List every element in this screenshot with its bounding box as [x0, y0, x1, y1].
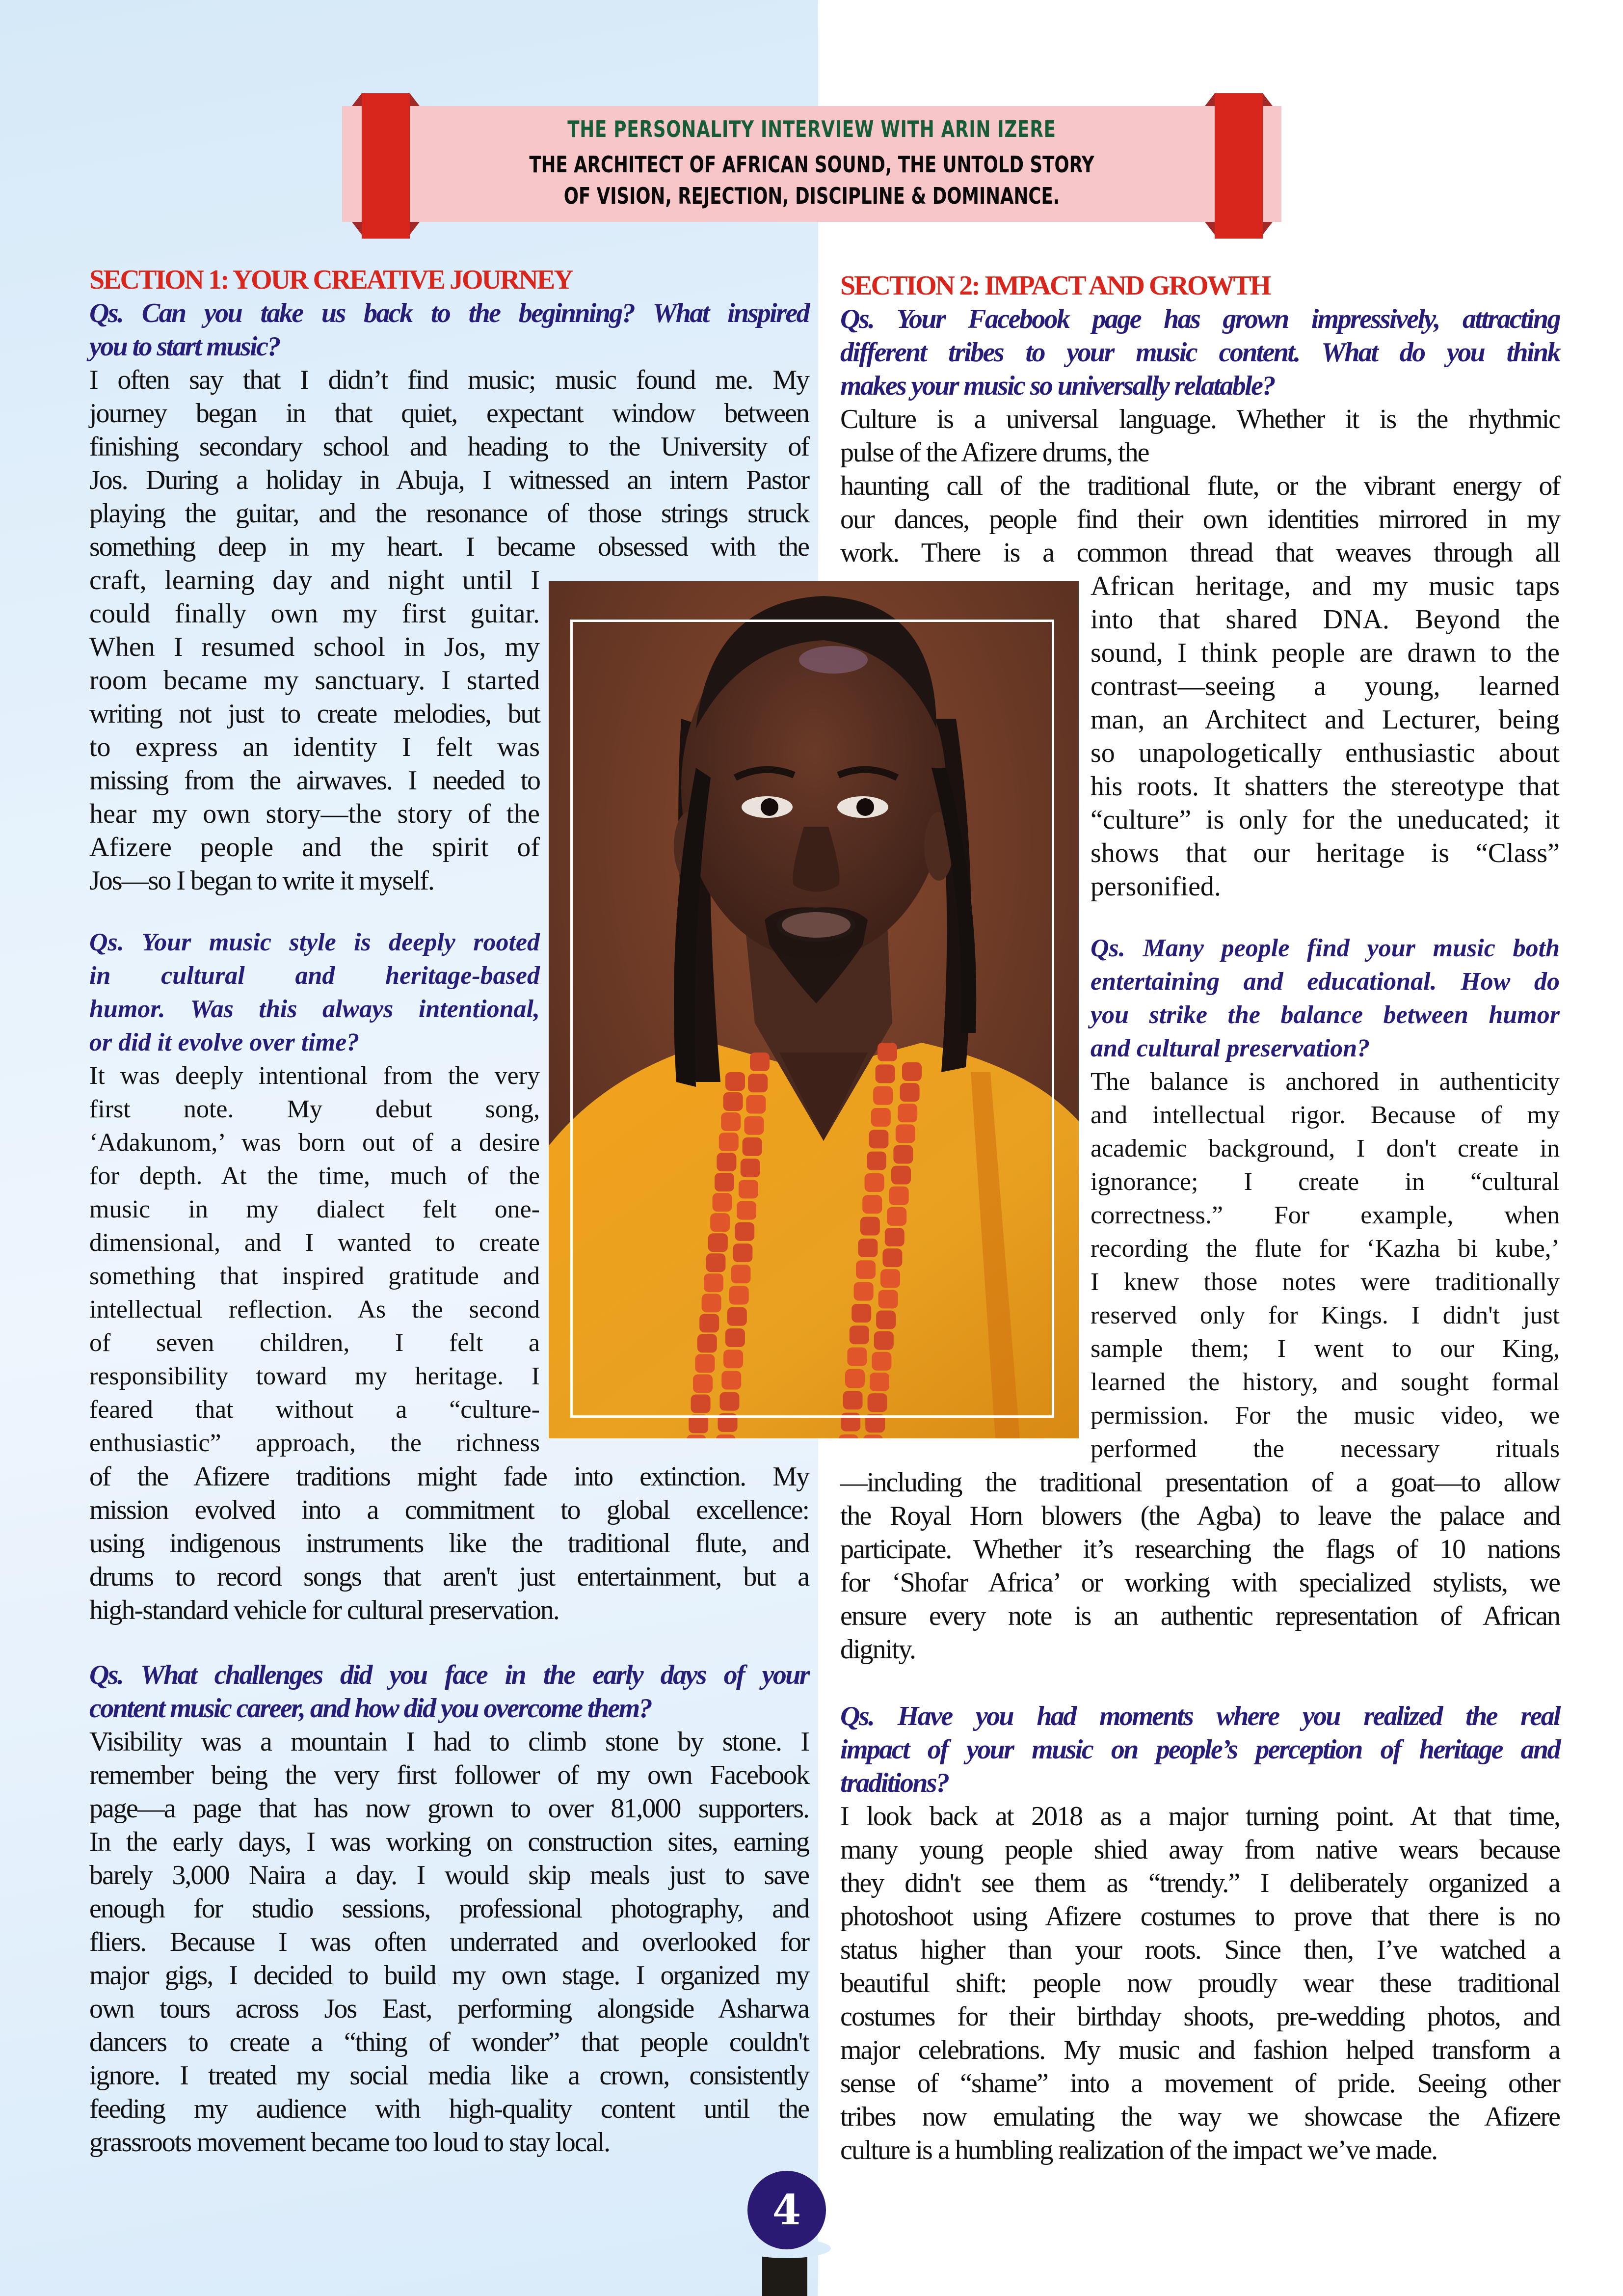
answer-line: man, an Architect and Lecturer, being	[1091, 704, 1560, 735]
answer-line: fliers. Because I was often underrated and overlooked for	[89, 1927, 809, 1957]
answer-line: photoshoot using Afizere costumes to prove that there is no	[840, 1901, 1560, 1932]
answer-line: work. There is a common thread that weaves through all	[840, 538, 1560, 568]
answer-line: the Royal Horn blowers (the Agba) to leave the palace and	[840, 1501, 1560, 1531]
answer-line: It was deeply intentional from the very	[89, 1062, 540, 1090]
section-title: SECTION 2: IMPACT AND GROWTH	[840, 270, 1270, 301]
answer-line: African heritage, and my music taps	[1091, 571, 1560, 601]
answer-line: something that inspired gratitude and	[89, 1262, 540, 1290]
answer-line: his roots. It shatters the stereotype that	[1091, 771, 1560, 802]
answer-line: finishing secondary school and heading to the University of	[89, 432, 809, 462]
answer-line: own tours across Jos East, performing alongside Asharwa	[89, 1994, 809, 2024]
answer-line: playing the guitar, and the resonance of those strings struck	[89, 498, 809, 529]
right-ribbon	[1215, 93, 1263, 239]
answer-line: writing not just to create melodies, but	[89, 699, 540, 729]
coral-bead	[863, 1434, 883, 1438]
answer-line: sense of “shame” into a movement of pride. Seeing other	[840, 2068, 1560, 2099]
question-line: Qs. Your Facebook page has grown impressively, attracting	[840, 304, 1560, 334]
question-line: different tribes to your music content. What do you think	[840, 337, 1560, 368]
answer-line: first note. My debut song,	[89, 1095, 540, 1123]
answer-line: for depth. At the time, much of the	[89, 1162, 540, 1190]
answer-line: shows that our heritage is “Class”	[1091, 838, 1560, 868]
question-line: you strike the balance between humor	[1091, 1001, 1560, 1029]
answer-line: missing from the airwaves. I needed to	[89, 765, 540, 796]
answer-line: could finally own my first guitar.	[89, 598, 540, 629]
answer-line: culture is a humbling realization of the impact we’ve made.	[840, 2135, 1437, 2165]
page-number: 4	[747, 2171, 826, 2249]
answer-line: In the early days, I was working on construction sites, earning	[89, 1827, 809, 1857]
answer-line: room became my sanctuary. I started	[89, 665, 540, 696]
answer-line: barely 3,000 Naira a day. I would skip meals just to save	[89, 1860, 809, 1891]
answer-line: drums to record songs that aren't just entertainment, but a	[89, 1562, 809, 1592]
answer-line: ignore. I treated my social media like a crown, consistently	[89, 2060, 809, 2091]
answer-line: contrast—seeing a young, learned	[1091, 671, 1560, 702]
left-ribbon	[362, 93, 410, 239]
coral-bead	[687, 1435, 706, 1438]
answer-line: high-standard vehicle for cultural preservation.	[89, 1595, 559, 1625]
answer-line: enthusiastic” approach, the richness	[89, 1429, 540, 1457]
answer-line: pulse of the Afizere drums, the	[840, 437, 1149, 468]
answer-line: I look back at 2018 as a major turning point. At that time,	[840, 1801, 1560, 1832]
answer-line: grassroots movement became too loud to stay local.	[89, 2127, 610, 2158]
answer-line: major gigs, I decided to build my own stage. I organized my	[89, 1960, 809, 1991]
answer-line: When I resumed school in Jos, my	[89, 632, 540, 662]
answer-line: tribes now emulating the way we showcase the Afizere	[840, 2102, 1560, 2132]
answer-line: dignity.	[840, 1634, 916, 1665]
question-line: Qs. What challenges did you face in the early days of your	[89, 1660, 809, 1690]
question-line: content music career, and how did you overcome them?	[89, 1693, 651, 1724]
answer-line: I knew those notes were traditionally	[1091, 1268, 1560, 1296]
answer-line: feared that without a “culture-	[89, 1396, 540, 1424]
answer-line: Afizere people and the spirit of	[89, 832, 540, 863]
answer-line: beautiful shift: people now proudly wear these traditional	[840, 1968, 1560, 1999]
question-line: Qs. Can you take us back to the beginning? What inspired	[89, 298, 809, 328]
section-title: SECTION 1: YOUR CREATIVE JOURNEY	[89, 265, 572, 295]
answer-line: —including the traditional presentation of a goat—to allow	[840, 1467, 1560, 1498]
banner-subtitle-line2: OF VISION, REJECTION, DISCIPLINE & DOMINANCE.	[563, 183, 1060, 209]
question-line: Qs. Your music style is deeply rooted	[89, 928, 540, 956]
banner-title: THE PERSONALITY INTERVIEW WITH ARIN IZERE	[567, 116, 1056, 142]
coral-bead	[716, 1434, 736, 1438]
answer-line: academic background, I don't create in	[1091, 1134, 1560, 1162]
answer-line: Jos—so I began to write it myself.	[89, 865, 434, 896]
answer-line: intellectual reflection. As the second	[89, 1296, 540, 1324]
question-line: makes your music so universally relatable?	[840, 371, 1275, 401]
answer-line: Jos. During a holiday in Abuja, I witnessed an intern Pastor	[89, 465, 809, 495]
answer-line: Culture is a universal language. Whether it is the rhythmic	[840, 404, 1560, 434]
answer-line: ‘Adakunom,’ was born out of a desire	[89, 1129, 540, 1157]
answer-line: learned the history, and sought formal	[1091, 1368, 1560, 1396]
answer-line: ignorance; I create in “cultural	[1091, 1168, 1560, 1196]
answer-line: performed the necessary rituals	[1091, 1435, 1560, 1463]
answer-line: participate. Whether it’s researching the flags of 10 nations	[840, 1534, 1560, 1565]
answer-line: of seven children, I felt a	[89, 1329, 540, 1357]
answer-line: costumes for their birthday shoots, pre-wedding photos, and	[840, 2001, 1560, 2032]
answer-line: permission. For the music video, we	[1091, 1402, 1560, 1430]
answer-line: status higher than your roots. Since then, I’ve watched a	[840, 1935, 1560, 1965]
answer-line: music in my dialect felt one-	[89, 1195, 540, 1223]
answer-line: recording the flute for ‘Kazha bi kube,’	[1091, 1235, 1560, 1263]
answer-line: ensure every note is an authentic representation of African	[840, 1601, 1560, 1631]
answer-line: “culture” is only for the uneducated; it	[1091, 805, 1560, 835]
question-line: you to start music?	[89, 331, 280, 362]
question-line: impact of your music on people’s perception of heritage and	[840, 1734, 1560, 1765]
photo-frame	[570, 620, 1054, 1418]
answer-line: dancers to create a “thing of wonder” that people couldn't	[89, 2027, 809, 2057]
banner-subtitle-line1: THE ARCHITECT OF AFRICAN SOUND, THE UNTOLD STORY	[529, 151, 1094, 178]
answer-line: craft, learning day and night until I	[89, 565, 540, 595]
answer-line: to express an identity I felt was	[89, 732, 540, 762]
question-line: in cultural and heritage-based	[89, 962, 540, 990]
answer-line: they didn't see them as “trendy.” I deliberately organized a	[840, 1868, 1560, 1898]
question-line: traditions?	[840, 1768, 949, 1798]
answer-line: enough for studio sessions, professional photography, and	[89, 1893, 809, 1924]
question-line: entertaining and educational. How do	[1091, 968, 1560, 996]
answer-line: into that shared DNA. Beyond the	[1091, 604, 1560, 635]
answer-line: major celebrations. My music and fashion helped transform a	[840, 2035, 1560, 2065]
answer-line: of the Afizere traditions might fade into extinction. My	[89, 1461, 809, 1492]
answer-line: mission evolved into a commitment to global excellence:	[89, 1495, 809, 1525]
answer-line: remember being the very first follower of my own Facebook	[89, 1760, 809, 1790]
answer-line: Visibility was a mountain I had to climb stone by stone. I	[89, 1727, 809, 1757]
answer-line: so unapologetically enthusiastic about	[1091, 738, 1560, 768]
answer-line: I often say that I didn’t find music; music found me. My	[89, 365, 809, 395]
answer-line: The balance is anchored in authenticity	[1091, 1068, 1560, 1096]
answer-line: responsibility toward my heritage. I	[89, 1362, 540, 1390]
question-line: Qs. Many people find your music both	[1091, 934, 1560, 962]
answer-line: personified.	[1091, 871, 1221, 902]
answer-line: sample them; I went to our King,	[1091, 1335, 1560, 1363]
question-line: and cultural preservation?	[1091, 1034, 1370, 1062]
answer-line: using indigenous instruments like the traditional flute, and	[89, 1528, 809, 1559]
answer-line: and intellectual rigor. Because of my	[1091, 1101, 1560, 1129]
question-line: or did it evolve over time?	[89, 1028, 360, 1056]
answer-line: for ‘Shofar Africa’ or working with specialized stylists, we	[840, 1567, 1560, 1598]
answer-line: something deep in my heart. I became obsessed with the	[89, 532, 809, 562]
answer-line: hear my own story—the story of the	[89, 799, 540, 829]
answer-line: sound, I think people are drawn to the	[1091, 638, 1560, 668]
answer-line: page—a page that has now grown to over 81,000 supporters.	[89, 1793, 809, 1824]
question-line: humor. Was this always intentional,	[89, 995, 540, 1023]
question-line: Qs. Have you had moments where you realized the real	[840, 1701, 1560, 1731]
answer-line: journey began in that quiet, expectant window between	[89, 398, 809, 429]
answer-line: feeding my audience with high-quality content until the	[89, 2094, 809, 2124]
answer-line: reserved only for Kings. I didn't just	[1091, 1301, 1560, 1329]
coral-bead	[839, 1434, 858, 1438]
answer-line: dimensional, and I wanted to create	[89, 1229, 540, 1257]
answer-line: our dances, people find their own identities mirrored in my	[840, 504, 1560, 535]
answer-line: correctness.” For example, when	[1091, 1201, 1560, 1229]
answer-line: haunting call of the traditional flute, or the vibrant energy of	[840, 471, 1560, 501]
answer-line: many young people shied away from native wears because	[840, 1835, 1560, 1865]
